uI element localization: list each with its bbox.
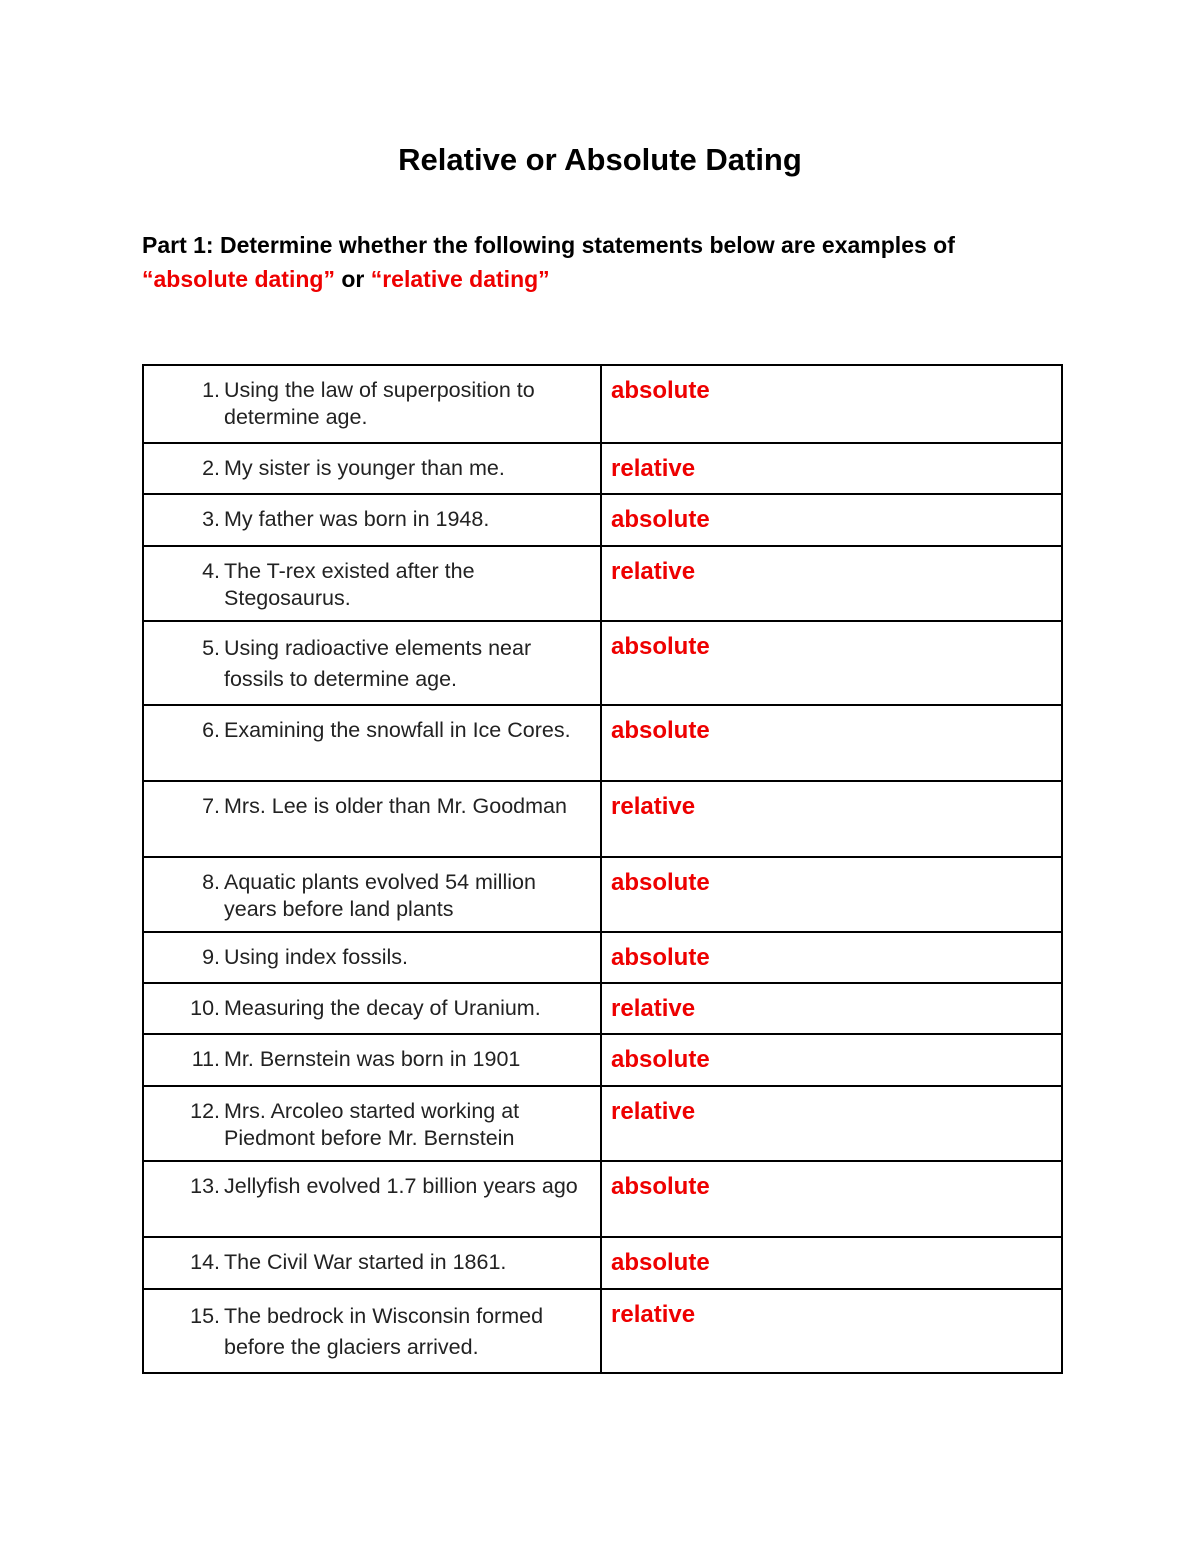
row-number: 5. xyxy=(202,636,220,660)
statement-cell xyxy=(143,1034,601,1086)
instructions xyxy=(142,228,1072,296)
statement-text: Measuring the decay of Uranium. xyxy=(224,996,541,1020)
row-number: 13. xyxy=(190,1174,220,1198)
statement-text: Aquatic plants evolved 54 million years before land plants xyxy=(224,870,536,921)
answer-table xyxy=(142,364,1063,1374)
table-row xyxy=(143,1161,1062,1237)
statement-cell xyxy=(143,983,601,1034)
statement-cell xyxy=(143,1289,601,1373)
page-title: Relative or Absolute Dating xyxy=(398,142,802,177)
statement-cell xyxy=(143,1086,601,1161)
answer-text: absolute xyxy=(611,869,710,896)
answer-cell xyxy=(601,365,1062,443)
row-number: 14. xyxy=(190,1250,220,1274)
answer-cell xyxy=(601,857,1062,932)
answer-cell xyxy=(601,494,1062,546)
statement-text: My father was born in 1948. xyxy=(224,507,490,531)
table-row xyxy=(143,983,1062,1034)
answer-text: absolute xyxy=(611,377,710,404)
table-row xyxy=(143,443,1062,494)
statement-text: Mrs. Arcoleo started working at Piedmont before Mr. Bernstein xyxy=(224,1099,520,1150)
statement-cell xyxy=(143,1237,601,1289)
answer-cell xyxy=(601,1161,1062,1237)
statement-cell xyxy=(143,621,601,705)
row-number: 15. xyxy=(190,1304,220,1328)
answer-cell xyxy=(601,705,1062,781)
answer-text: absolute xyxy=(611,1173,710,1200)
answer-cell xyxy=(601,983,1062,1034)
answer-text: absolute xyxy=(611,717,710,744)
option-connector: or xyxy=(334,266,371,292)
statement-cell xyxy=(143,705,601,781)
statement-text: The Civil War started in 1861. xyxy=(224,1250,507,1274)
statement-cell xyxy=(143,932,601,983)
answer-text: absolute xyxy=(611,633,710,660)
row-number: 11. xyxy=(191,1047,220,1071)
table-row xyxy=(143,705,1062,781)
answer-text: relative xyxy=(611,995,696,1022)
answer-text: relative xyxy=(611,1301,696,1328)
answer-cell xyxy=(601,932,1062,983)
table-row xyxy=(143,857,1062,932)
part-label: Part 1: Determine whether the following statements below are examples of xyxy=(142,232,955,258)
statement-cell xyxy=(143,1161,601,1237)
row-number: 10. xyxy=(190,996,220,1020)
answer-text: absolute xyxy=(611,1249,710,1276)
statement-text: Mrs. Lee is older than Mr. Goodman xyxy=(224,794,567,818)
table-row xyxy=(143,1034,1062,1086)
answer-cell xyxy=(601,781,1062,857)
table-row xyxy=(143,1086,1062,1161)
answer-cell xyxy=(601,1289,1062,1373)
statement-cell xyxy=(143,443,601,494)
table-row xyxy=(143,932,1062,983)
statement-text: My sister is younger than me. xyxy=(224,456,505,480)
answer-text: relative xyxy=(611,1098,696,1125)
row-number: 1. xyxy=(202,378,220,402)
row-number: 4. xyxy=(202,559,220,583)
answer-cell xyxy=(601,1086,1062,1161)
statement-text: The bedrock in Wisconsin formed before the glaciers arrived. xyxy=(224,1304,544,1359)
answer-cell xyxy=(601,621,1062,705)
statement-text: Mr. Bernstein was born in 1901 xyxy=(224,1047,521,1071)
row-number: 12. xyxy=(190,1099,220,1123)
row-number: 6. xyxy=(202,718,220,742)
table-row xyxy=(143,1289,1062,1373)
table-row xyxy=(143,1237,1062,1289)
statement-cell xyxy=(143,494,601,546)
statement-text: Jellyfish evolved 1.7 billion years ago xyxy=(224,1174,578,1198)
statement-text: Using index fossils. xyxy=(224,945,409,969)
statement-cell xyxy=(143,857,601,932)
row-number: 3. xyxy=(202,507,220,531)
table-row xyxy=(143,621,1062,705)
statement-text: Using the law of superposition to determine age. xyxy=(224,378,535,429)
row-number: 9. xyxy=(202,945,220,969)
answer-text: relative xyxy=(611,793,696,820)
statement-cell xyxy=(143,781,601,857)
option-relative: “relative dating” xyxy=(370,266,550,292)
answer-text: relative xyxy=(611,455,696,482)
answer-cell xyxy=(601,546,1062,621)
statement-cell xyxy=(143,546,601,621)
statement-text: Examining the snowfall in Ice Cores. xyxy=(224,718,571,742)
answer-text: relative xyxy=(611,558,696,585)
option-absolute: “absolute dating” xyxy=(142,266,335,292)
table-row xyxy=(143,494,1062,546)
table-row xyxy=(143,781,1062,857)
table-row xyxy=(143,546,1062,621)
row-number: 2. xyxy=(202,456,220,480)
statement-text: The T-rex existed after the Stegosaurus. xyxy=(224,559,475,610)
answer-cell xyxy=(601,1237,1062,1289)
row-number: 7. xyxy=(202,794,220,818)
answer-cell xyxy=(601,1034,1062,1086)
answer-text: absolute xyxy=(611,1046,710,1073)
row-number: 8. xyxy=(202,870,220,894)
table-row xyxy=(143,365,1062,443)
answer-text: absolute xyxy=(611,944,710,971)
statement-cell xyxy=(143,365,601,443)
answer-cell xyxy=(601,443,1062,494)
answer-text: absolute xyxy=(611,506,710,533)
statement-text: Using radioactive elements near fossils to determine age. xyxy=(224,636,532,691)
